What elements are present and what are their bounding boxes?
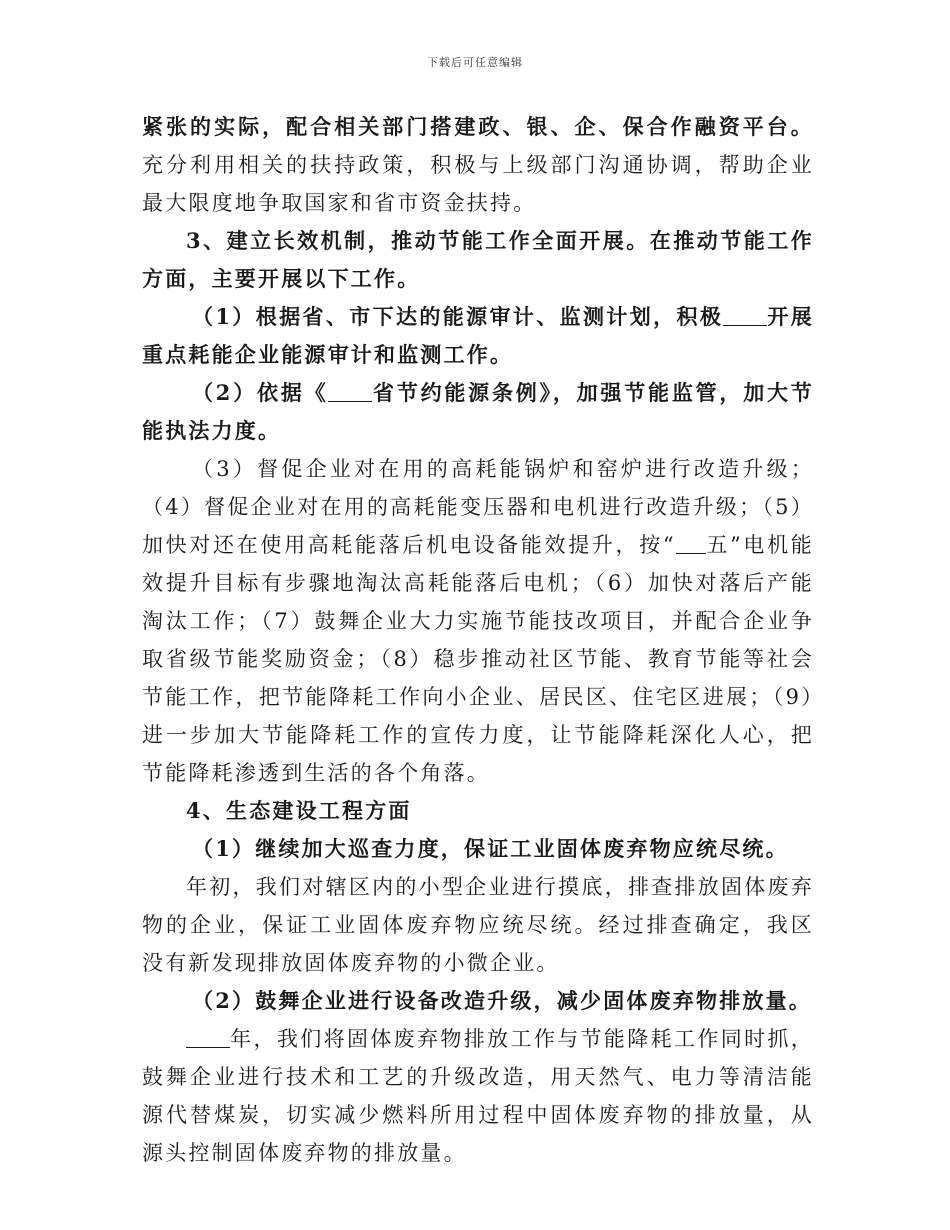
paragraph-financing-text: 充分利用相关的扶持政策，积极与上级部门沟通协调，帮助企业最大限度地争取国家和省市资金扶持。 — [142, 153, 814, 215]
subsection-1-heading: （1）继续加大巡查力度，保证工业固体废弃物应统尽统。 — [192, 836, 789, 861]
subsection-1-body: 年初，我们对辖区内的小型企业进行摸底，排查排放固体废弃物的企业，保证工业固体废弃物应统尽统。经过排查确定，我区没有新发现排放固体废弃物的小微企业。 — [142, 875, 814, 975]
item-2-regulation — [142, 374, 814, 450]
blank-line — [186, 1025, 230, 1048]
document-body — [142, 108, 814, 1172]
item-2-text-b: 省节约能源条例》，加强节能监管，加大节能执法力度。 — [142, 380, 814, 443]
page-header-note: 下载后可任意编辑 — [427, 56, 523, 69]
item-1-text-b: 开展重点耗能企业能源审计和监测工作。 — [142, 304, 815, 367]
blank-line — [676, 531, 706, 554]
items-text-b: 五”电机能效提升目标有步骤地淘汰高耗能落后电机；（6）加快对落后产能淘汰工作；（7）鼓舞企业大力实施节能技改项目，并配合企业争取省级节能奖励资金；（8）稳步推动社区节能、教育节能等社会节能工作，把节能降耗工作向小企业、居民区、住宅区进展；（9）进一步加大节能降耗工作的宣传力度，让节能降耗深化人心，把节能降耗渗透到生活的各个角落。 — [142, 533, 814, 785]
blank-line — [723, 303, 767, 326]
section-3-heading: 3、建立长效机制，推动节能工作全面开展。在推动节能工作方面，主要开展以下工作。 — [142, 228, 814, 291]
item-2-text-a: （2）依据《 — [192, 380, 329, 405]
subsection-2-body — [142, 1020, 814, 1172]
subsection-2-heading: （2）鼓舞企业进行设备改造升级，减少固体废弃物排放量。 — [192, 988, 813, 1013]
item-1-text-a: （1）根据省、市下达的能源审计、监测计划，积极 — [192, 304, 724, 329]
section-4-heading: 4、生态建设工程方面 — [186, 798, 412, 823]
paragraph-financing-bold: 紧张的实际，配合相关部门搭建政、银、企、保合作融资平台。 — [142, 114, 814, 139]
subsection-2-text: 年，我们将固体废弃物排放工作与节能降耗工作同时抓，鼓舞企业进行技术和工艺的升级改造，用天然气、电力等清洁能源代替煤炭，切实减少燃料所用过程中固体废弃物的排放量，从源头控制固体废弃物的排放量。 — [142, 1027, 814, 1165]
item-1-energy-audit — [142, 298, 814, 374]
blank-line — [328, 379, 372, 402]
paragraph-financing — [142, 108, 814, 222]
items-text-a: （3）督促企业对在用的高耗能锅炉和窑炉进行改造升级；（4）督促企业对在用的高耗能变压器和电机进行改造升级；（5）加快对还在使用高耗能落后机电设备能效提升，按“ — [142, 457, 814, 557]
items-3-9-paragraph — [142, 450, 814, 792]
